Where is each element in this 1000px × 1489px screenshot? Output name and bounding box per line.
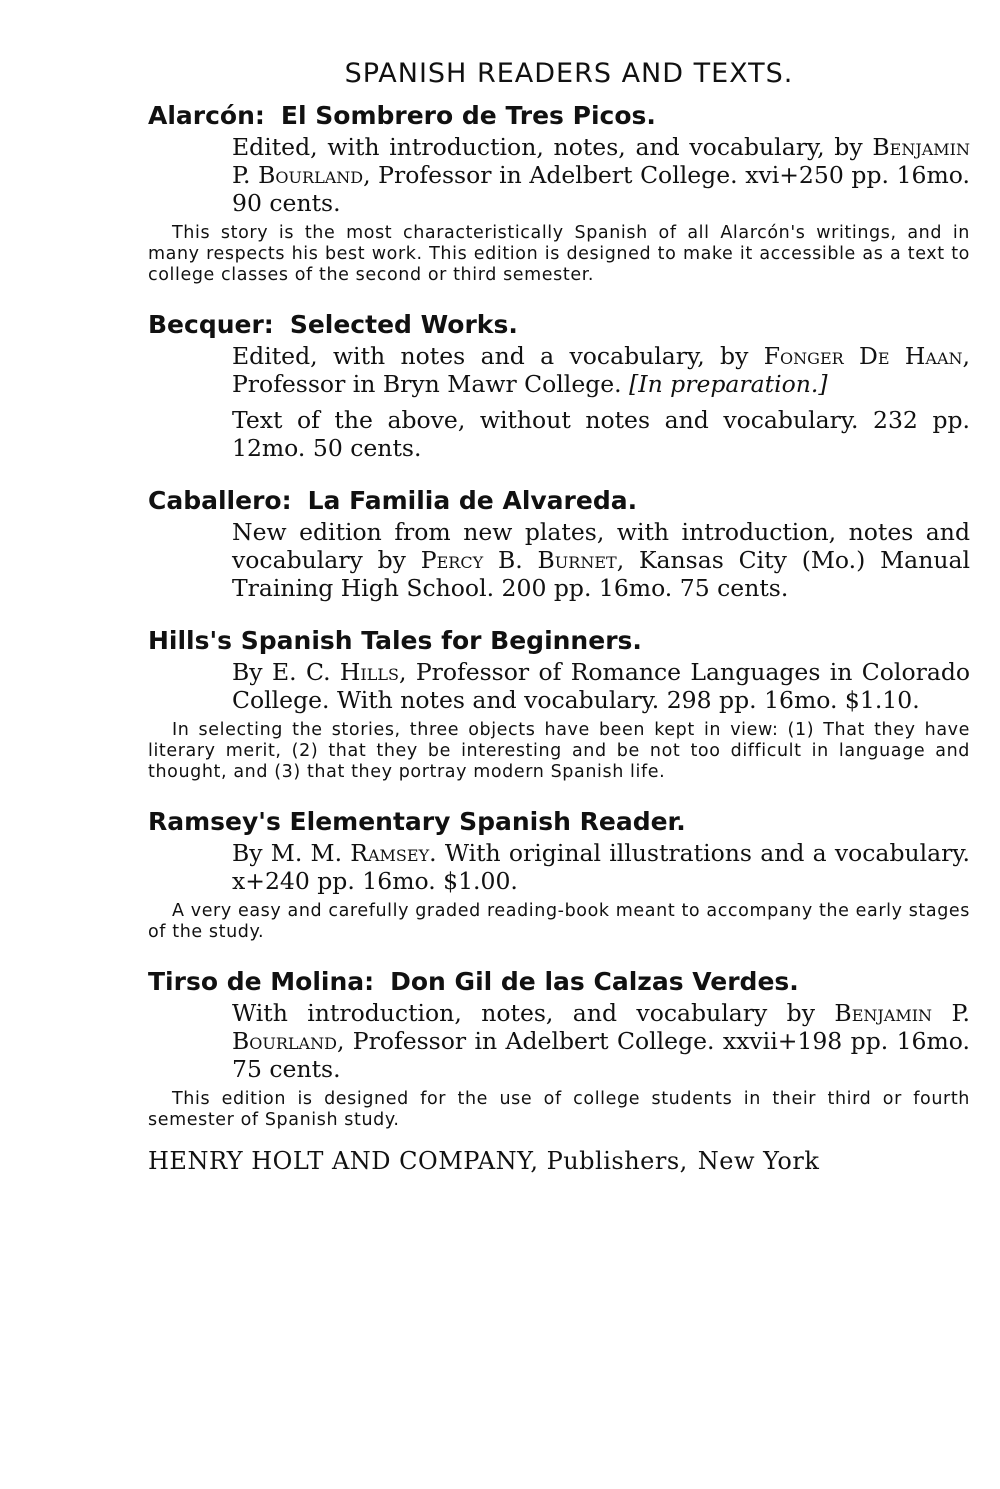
entry-work-title: Selected Works. <box>289 310 518 339</box>
publisher-footer <box>148 1147 970 1175</box>
catalog-entry <box>148 484 970 602</box>
entry-body-text: , Professor of Romance Languages in Colorado College. With notes and vocabulary. 298 pp. 16mo. $1.10. <box>232 658 971 714</box>
entry-note: In selecting the stories, three objects have been kept in view: (1) That they have literary merit, (2) that they be interesting and be not too difficult in language and thought, and (3) that they portray modern Spanish life. <box>148 720 970 782</box>
entry-author: Alarcón: <box>148 101 265 130</box>
entry-body-text: By <box>232 658 272 686</box>
entry-body-text: , Professor in Bryn Mawr College. <box>232 342 971 398</box>
entry-editor: M. M. Ramsey <box>270 839 430 867</box>
entry-editor: Benjamin P. Bourland <box>232 133 970 189</box>
entry-editor: Fonger De Haan <box>763 342 963 370</box>
entry-work-title: Don Gil de las Calzas Verdes. <box>390 967 799 996</box>
entry-description <box>232 518 970 602</box>
entry-editor: Benjamin P. Bourland <box>232 999 970 1055</box>
publisher-name: HENRY HOLT AND COMPANY, Publishers, <box>148 1147 688 1175</box>
entry-description <box>232 999 970 1083</box>
entry-body-text: , Professor in Adelbert College. xxvii+198 pp. 16mo. 75 cents. <box>232 1027 970 1083</box>
entry-work-title: Hills's Spanish Tales for Beginners. <box>148 626 642 655</box>
entry-editor: E. C. Hills <box>271 658 399 686</box>
entry-author: Caballero: <box>148 486 292 515</box>
entry-editor: Percy B. Burnet <box>420 546 617 574</box>
entry-heading <box>148 965 970 999</box>
entry-heading <box>148 99 970 133</box>
entry-author: Tirso de Molina: <box>148 967 375 996</box>
entry-body-text: With introduction, notes, and vocabulary by <box>232 999 835 1027</box>
entry-heading <box>148 805 970 839</box>
entry-heading <box>148 624 970 658</box>
entry-note: This story is the most characteristically Spanish of all Alarcón's writings, and in many respects his best work. This edition is designed to make it accessible as a text to college classes of the second or third semester. <box>148 223 970 285</box>
entry-heading <box>148 308 970 342</box>
entry-body-text: , Kansas City (Mo.) Manual Training High School. 200 pp. 16mo. 75 cents. <box>232 546 970 602</box>
entry-body-text: Edited, with notes and a vocabulary, by <box>232 342 764 370</box>
entry-status: [In preparation.] <box>629 370 828 398</box>
catalog-entry <box>148 99 970 286</box>
catalog-entry <box>148 805 970 943</box>
publisher-city: New York <box>697 1147 820 1175</box>
page-title: SPANISH READERS AND TEXTS. <box>344 58 794 89</box>
entry-note: A very easy and carefully graded reading-book meant to accompany the early stages of the study. <box>148 901 970 942</box>
entry-description <box>232 658 970 714</box>
entry-extra-edition: Text of the above, without notes and vocabulary. 232 pp. 12mo. 50 cents. <box>232 406 970 462</box>
entry-body-text: . With original illustrations and a vocabulary. x+240 pp. 16mo. $1.00. <box>232 839 971 895</box>
catalog-entry <box>148 308 970 462</box>
entry-body-text: By <box>232 839 271 867</box>
entry-heading <box>148 484 970 518</box>
catalog-entry <box>148 965 970 1131</box>
entry-body-text: Edited, with introduction, notes, and vocabulary, by <box>232 133 873 161</box>
entry-work-title: La Familia de Alvareda. <box>307 486 638 515</box>
entry-description <box>232 133 970 217</box>
entry-description <box>232 342 970 398</box>
entry-author: Becquer: <box>148 310 274 339</box>
catalog-page <box>148 58 970 1175</box>
catalog-entry <box>148 624 970 783</box>
entry-body-text: New edition from new plates, with introduction, notes and vocabulary by <box>232 518 970 574</box>
entry-description <box>232 839 970 895</box>
entry-body-text: , Professor in Adelbert College. xvi+250 pp. 16mo. 90 cents. <box>232 161 970 217</box>
entry-work-title: Ramsey's Elementary Spanish Reader. <box>148 807 686 836</box>
entry-work-title: El Sombrero de Tres Picos. <box>280 101 656 130</box>
entry-note: This edition is designed for the use of college students in their third or fourth semester of Spanish study. <box>148 1089 970 1130</box>
